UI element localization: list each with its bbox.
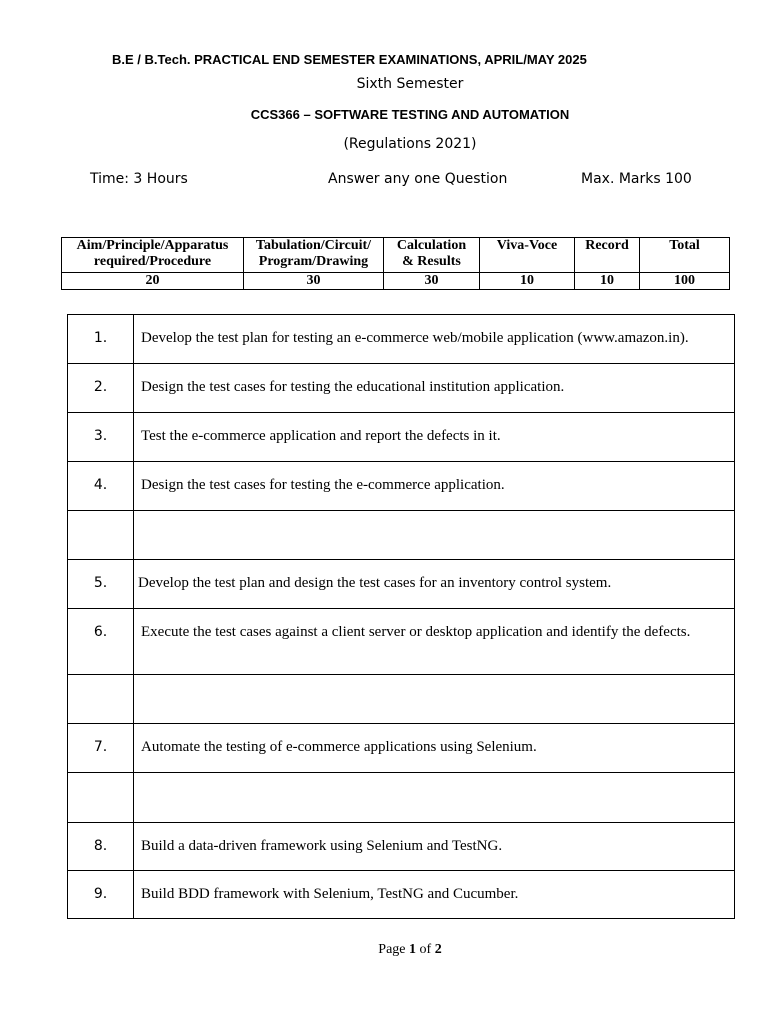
question-text: Build BDD framework with Selenium, TestNG and Cucumber. — [134, 871, 735, 919]
question-number — [68, 511, 134, 560]
marks-header-row — [62, 238, 730, 273]
of-word: of — [419, 942, 432, 957]
marks-value-cell: 30 — [384, 273, 480, 290]
question-row — [68, 462, 735, 511]
question-number: 5. — [68, 560, 134, 609]
question-text: Build a data-driven framework using Selenium and TestNG. — [134, 823, 735, 871]
marks-header-cell: Viva-Voce — [480, 238, 575, 273]
question-text — [134, 773, 735, 823]
page-word: Page — [378, 942, 406, 957]
question-text — [134, 675, 735, 724]
question-row — [68, 560, 735, 609]
regulations-label: (Regulations 2021) — [343, 136, 477, 152]
marks-value-cell: 20 — [62, 273, 244, 290]
marks-value-cell: 10 — [480, 273, 575, 290]
question-text — [134, 511, 735, 560]
question-text: Execute the test cases against a client server or desktop application and identify the defects. — [134, 609, 735, 675]
semester-label: Sixth Semester — [356, 76, 464, 92]
exam-duration: Time: 3 Hours — [90, 171, 188, 187]
marks-header-cell: Record — [575, 238, 640, 273]
question-row — [68, 724, 735, 773]
empty-row — [68, 511, 735, 560]
question-number: 9. — [68, 871, 134, 919]
question-text: Design the test cases for testing the e-commerce application. — [134, 462, 735, 511]
question-row — [68, 364, 735, 413]
question-row — [68, 823, 735, 871]
question-row — [68, 609, 735, 675]
exam-instruction: Answer any one Question — [328, 171, 508, 187]
max-marks: Max. Marks 100 — [581, 171, 692, 187]
question-number: 8. — [68, 823, 134, 871]
marks-header-cell: Total — [640, 238, 730, 273]
question-row — [68, 871, 735, 919]
marks-value-cell: 30 — [244, 273, 384, 290]
question-number: 3. — [68, 413, 134, 462]
marks-value-cell: 10 — [575, 273, 640, 290]
question-number: 7. — [68, 724, 134, 773]
questions-table — [67, 314, 735, 919]
question-text: Develop the test plan for testing an e-commerce web/mobile application (www.amazon.in). — [134, 315, 735, 364]
question-number: 1. — [68, 315, 134, 364]
marks-header-cell: Aim/Principle/Apparatus required/Procedure — [62, 238, 244, 273]
total-pages-number: 2 — [434, 942, 442, 957]
question-text: Test the e-commerce application and report the defects in it. — [134, 413, 735, 462]
question-text: Develop the test plan and design the test cases for an inventory control system. — [134, 560, 735, 609]
question-number — [68, 773, 134, 823]
marks-header-cell: Tabulation/Circuit/ Program/Drawing — [244, 238, 384, 273]
question-row — [68, 413, 735, 462]
current-page-number: 1 — [409, 942, 417, 957]
question-number — [68, 675, 134, 724]
marks-header-cell: Calculation & Results — [384, 238, 480, 273]
marks-value-cell: 100 — [640, 273, 730, 290]
course-title: CCS366 – SOFTWARE TESTING AND AUTOMATION — [250, 107, 570, 122]
marks-value-row — [62, 273, 730, 290]
question-text: Design the test cases for testing the educational institution application. — [134, 364, 735, 413]
question-number: 4. — [68, 462, 134, 511]
marks-distribution-table — [61, 237, 730, 290]
question-number: 2. — [68, 364, 134, 413]
empty-row — [68, 675, 735, 724]
empty-row — [68, 773, 735, 823]
question-text: Automate the testing of e-commerce applications using Selenium. — [134, 724, 735, 773]
exam-title: B.E / B.Tech. PRACTICAL END SEMESTER EXAMINATIONS, APRIL/MAY 2025 — [112, 52, 587, 67]
page-footer — [0, 942, 768, 958]
question-number: 6. — [68, 609, 134, 675]
question-row — [68, 315, 735, 364]
